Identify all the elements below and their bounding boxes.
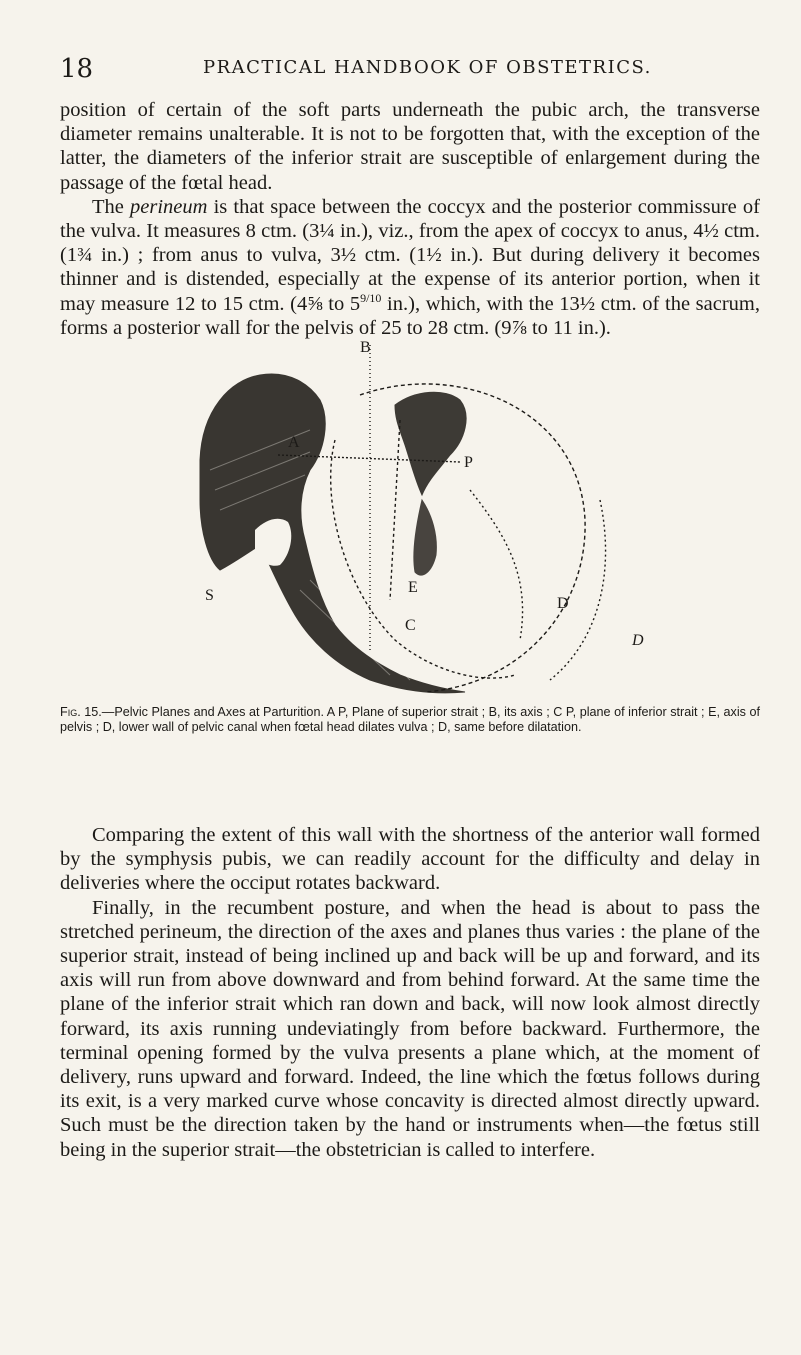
page-number: 18: [60, 54, 94, 84]
curve-d: [470, 490, 523, 640]
caption-lead: Fig. 15.: [60, 705, 102, 719]
paragraph-comparing: Comparing the extent of this wall with the shortness of the anterior wall formed by the symphysis pubis, we can readily account for the difficulty and delay in deliveries where the occiput rotates backward.: [60, 824, 760, 895]
perineum-term: perineum: [130, 195, 208, 218]
para2-end: in.), which, with the 13½ ctm. of the sacrum, forms a posterior wall for the pelvis of 25 to 28 ctm. (9⅞ to 11 in.).: [60, 292, 760, 339]
paragraph-finally: Finally, in the recumbent posture, and when the head is about to pass the stretched perineum, the direction of the axes and planes thus varies : the plane of the superior strait, instead of being inclined up and back will be up and forward, and its axis will run from above downward and from behind forward. At the same time the plane of the inferior strait which ran down and back, will now look almost directly forward, its axis running undeviatingly from before backward. Furthermore, the terminal opening formed by the vulva presents a plane which, at the moment of delivery, runs upward and forward. Indeed, the line which the fœtus follows during its exit, is a very marked curve whose concavity is directed almost directly upward. Such must be the direction taken by the hand or instruments when—the fœtus still being in the superior strait—the obstetrician is called to interfere.: [60, 896, 760, 1161]
paragraph-perineum: [60, 195, 760, 340]
running-head: PRACTICAL HANDBOOK OF OBSTETRICS.: [203, 57, 652, 78]
caption-text: —Pelvic Planes and Axes at Parturition. A P, Plane of superior strait ; B, its axis ; C P, plane of inferior strait ; E, axis of pelvis ; D, lower wall of pelvic canal when fœtal head dilates vulva ; D, same before dilatation.: [60, 705, 761, 734]
para2-start: The: [92, 195, 131, 218]
label-d-inner: D: [557, 595, 569, 612]
label-b: B: [360, 340, 371, 356]
pelvis-illustration: [200, 374, 466, 693]
curve-outer-d: [550, 500, 606, 680]
fraction: 9/10: [360, 290, 382, 305]
page-header: [60, 54, 760, 84]
label-c: C: [405, 617, 416, 634]
label-p: P: [464, 454, 473, 471]
paragraph-1: position of certain of the soft parts underneath the pubic arch, the transverse diameter remains unalterable. It is not to be forgotten that, with the exception of the latter, the diameters of the inferior strait are susceptible of enlargement during the passage of the fœtal head.: [60, 99, 760, 194]
axis-e: [390, 420, 400, 600]
label-s: S: [205, 587, 214, 604]
text-block-bottom: [60, 823, 760, 1162]
pelvic-planes-figure: [160, 340, 680, 705]
label-d-outer: D: [632, 632, 644, 649]
curve-large: [360, 384, 585, 692]
text-block-top: [60, 98, 760, 340]
label-a: A: [288, 434, 300, 451]
figure-caption: [60, 705, 760, 735]
label-e: E: [408, 579, 418, 596]
para2-rest: is that space between the coccyx and the posterior commissure of the vulva. It measures 8 ctm. (3¼ in.), viz., from the apex of coccyx to anus, 4½ ctm. (1¾ in.) ; from anus to vulva, 3½ ctm. (1½ in.). But during delivery it becomes thinner and is distended, especially at the expense of its anterior portion, when it may measure 12 to 15 ctm. (4⅝ to 5: [60, 195, 760, 315]
